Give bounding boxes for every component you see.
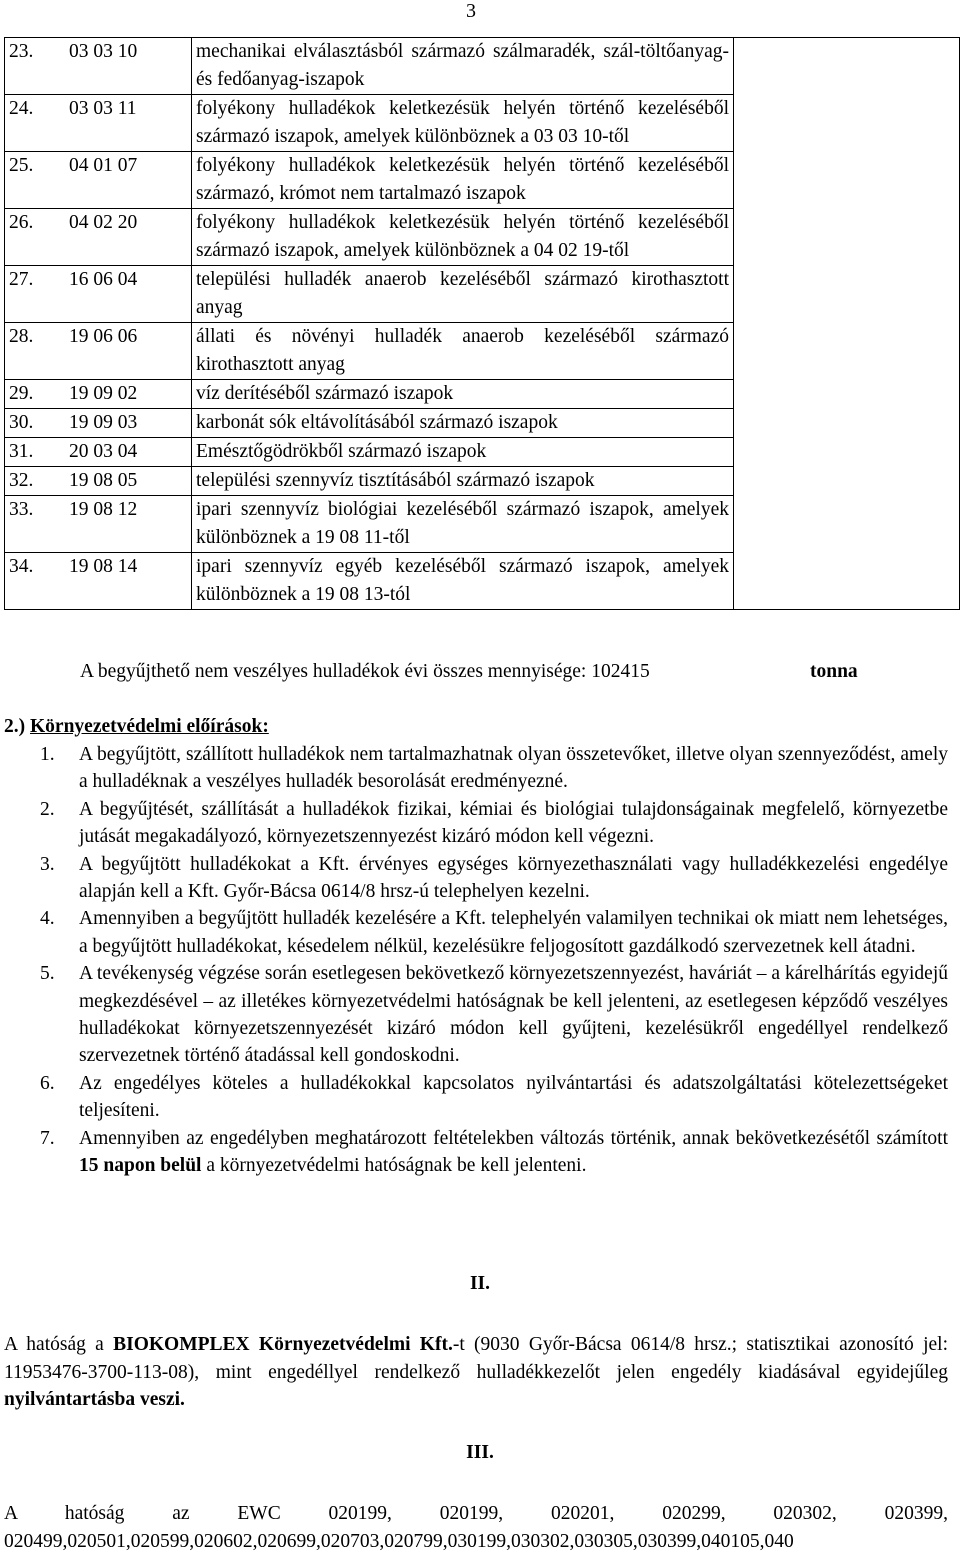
- table-row: [5, 95, 960, 152]
- cell-num: 28.: [5, 323, 58, 380]
- cell-desc: Emésztőgödrökből származó iszapok: [192, 438, 734, 467]
- total-unit: tonna: [810, 661, 858, 682]
- waste-table: [4, 37, 960, 610]
- cell-code: 04 01 07: [57, 152, 192, 209]
- cell-num: 31.: [5, 438, 58, 467]
- cell-desc: állati és növényi hulladék anaerob kezeléséből származó kirothasztott anyag: [192, 323, 734, 380]
- cell-desc: víz derítéséből származó iszapok: [192, 380, 734, 409]
- table-row: [5, 266, 960, 323]
- cell-num: 30.: [5, 409, 58, 438]
- page-number: 3: [466, 0, 476, 22]
- table-row: [5, 553, 960, 610]
- registration-paragraph: A hatóság a BIOKOMPLEX Környezetvédelmi Kft.-t (9030 Győr-Bácsa 0614/8 hrsz.; statisztikai azonosító jel: 11953476-3700-113-08), mint engedéllyel rendelkező hulladékkezelőt jelen engedély kiadásával egyidejűleg nyilvántartásba veszi.: [4, 1334, 949, 1411]
- cell-num: 25.: [5, 152, 58, 209]
- cell-code: 03 03 10: [57, 38, 192, 95]
- ewc-paragraph: A hatóság az EWC 020199, 020199, 020201, 020299, 020302, 020399, 020499,020501,020599,020602,020699,020703,020799,030199,030302,030305,030399,040105,040: [4, 1503, 948, 1552]
- cell-desc: folyékony hulladékok keletkezésük helyén történő kezeléséből származó iszapok, amelyek különböznek a 03 03 10-től: [192, 95, 734, 152]
- table-row: [5, 380, 960, 409]
- cell-empty: [734, 409, 960, 438]
- heading-iii: III.: [466, 1442, 494, 1463]
- cell-code: 19 06 06: [57, 323, 192, 380]
- cell-num: 32.: [5, 467, 58, 496]
- cell-num: 33.: [5, 496, 58, 553]
- section-number: 2.): [4, 716, 26, 737]
- table-row: [5, 467, 960, 496]
- table-row: [5, 496, 960, 553]
- cell-empty: [734, 467, 960, 496]
- cell-desc: ipari szennyvíz egyéb kezeléséből származó iszapok, amelyek különböznek a 19 08 13-tól: [192, 553, 734, 610]
- heading-ii: II.: [469, 1273, 491, 1294]
- table-row: [5, 152, 960, 209]
- cell-code: 19 09 03: [57, 409, 192, 438]
- cell-code: 19 08 14: [57, 553, 192, 610]
- cell-empty: [734, 323, 960, 380]
- table-row: [5, 38, 960, 95]
- cell-empty: [734, 38, 960, 95]
- cell-code: 16 06 04: [57, 266, 192, 323]
- rule-item: 2. A begyűjtését, szállítását a hulladékok fizikai, kémiai és biológiai tulajdonságainak megfelelő, környezetbe jutását megakadályozó, környezetszennyezést kizáró módon kell végezni.: [40, 798, 948, 848]
- cell-code: 19 08 05: [57, 467, 192, 496]
- cell-desc: karbonát sók eltávolításából származó iszapok: [192, 409, 734, 438]
- rule-item: 6. Az engedélyes köteles a hulladékokkal kapcsolatos nyilvántartási és adatszolgáltatási kötelezettségeket teljesíteni.: [40, 1072, 948, 1122]
- cell-empty: [734, 95, 960, 152]
- cell-num: 26.: [5, 209, 58, 266]
- section-heading: [4, 714, 269, 740]
- cell-desc: települési hulladék anaerob kezeléséből származó kirothasztott anyag: [192, 266, 734, 323]
- rule-item: 7. Amennyiben az engedélyben meghatározott feltételekben változás történik, annak bekövetkezésétől számított 15 napon belül a környezetvédelmi hatóságnak be kell jelenteni.: [40, 1127, 948, 1177]
- cell-num: 27.: [5, 266, 58, 323]
- cell-desc: folyékony hulladékok keletkezésük helyén történő kezeléséből származó, krómot nem tartalmazó iszapok: [192, 152, 734, 209]
- cell-num: 34.: [5, 553, 58, 610]
- cell-empty: [734, 266, 960, 323]
- cell-desc: ipari szennyvíz biológiai kezeléséből származó iszapok, amelyek különböznek a 19 08 11-től: [192, 496, 734, 553]
- total-line: [80, 659, 960, 685]
- rules-list: [0, 741, 948, 1180]
- table-row: [5, 323, 960, 380]
- section-title: Környezetvédelmi előírások:: [30, 716, 269, 737]
- cell-empty: [734, 152, 960, 209]
- cell-desc: folyékony hulladékok keletkezésük helyén történő kezeléséből származó iszapok, amelyek különböznek a 04 02 19-től: [192, 209, 734, 266]
- cell-empty: [734, 380, 960, 409]
- cell-code: 20 03 04: [57, 438, 192, 467]
- cell-num: 23.: [5, 38, 58, 95]
- cell-empty: [734, 209, 960, 266]
- table-row: [5, 438, 960, 467]
- cell-empty: [734, 496, 960, 553]
- cell-code: 03 03 11: [57, 95, 192, 152]
- cell-code: 04 02 20: [57, 209, 192, 266]
- cell-empty: [734, 553, 960, 610]
- rule-item: 5. A tevékenység végzése során esetlegesen bekövetkező környezetszennyezést, haváriát – a kárelhárítás egyidejű megkezdésével – az illetékes környezetvédelmi hatóságnak be kell jelenteni, az esetlegesen képződő veszélyes hulladékokat környezetszennyezését kizáró módon kell gyűjteni, kezelésükről engedéllyel rendelkező szervezetnek történő átadással kell gondoskodni.: [40, 963, 948, 1067]
- cell-desc: mechanikai elválasztásból származó szálmaradék, szál-töltőanyag- és fedőanyag-iszapok: [192, 38, 734, 95]
- cell-code: 19 08 12: [57, 496, 192, 553]
- cell-num: 29.: [5, 380, 58, 409]
- cell-empty: [734, 438, 960, 467]
- table-row: [5, 409, 960, 438]
- rule-item: 1. A begyűjtött, szállított hulladékok nem tartalmazhatnak olyan összetevőket, illetve olyan szennyeződést, amely a hulladéknak a veszélyes hulladék besorolását eredményezné.: [40, 744, 948, 793]
- table-row: [5, 209, 960, 266]
- rule-item: 4. Amennyiben a begyűjtött hulladék kezelésére a Kft. telephelyén valamilyen technikai ok miatt nem lehetséges, a begyűjtött hulladékokat, késedelem nélkül, kezelésükre feljogosított gazdálkodó szervezetnek kell átadni.: [40, 908, 948, 957]
- cell-num: 24.: [5, 95, 58, 152]
- cell-code: 19 09 02: [57, 380, 192, 409]
- cell-desc: települési szennyvíz tisztításából származó iszapok: [192, 467, 734, 496]
- rule-item: 3. A begyűjtött hulladékokat a Kft. érvényes egységes környezethasználati vagy hulladékkezelési engedélye alapján kell a Kft. Győr-Bácsa 0614/8 hrsz-ú telephelyen kezelni.: [40, 853, 948, 903]
- total-label: A begyűjthető nem veszélyes hulladékok évi összes mennyisége: 102415: [80, 661, 650, 682]
